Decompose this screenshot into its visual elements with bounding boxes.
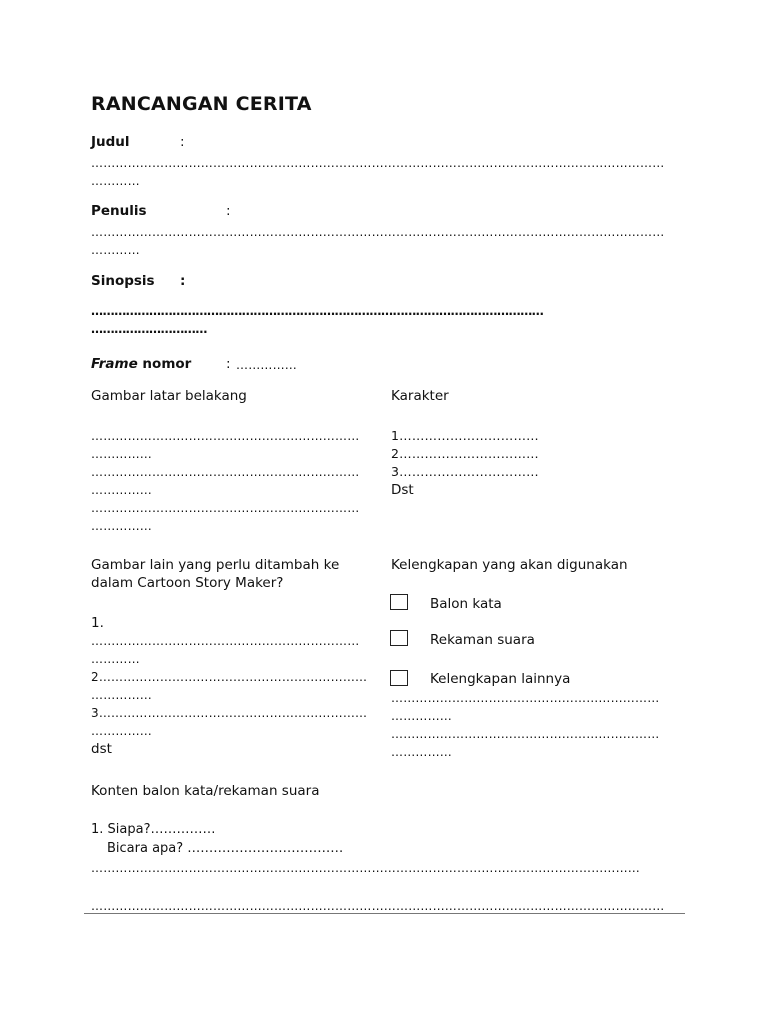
konten-fill-line-2[interactable]: …………………………………………………………………………………………………………………………… (91, 899, 665, 913)
rekaman-suara-checkbox[interactable] (390, 630, 408, 646)
gambar-latar-line[interactable]: ………………………………………………………… (91, 429, 360, 443)
gambar-lain-line[interactable]: 3………………………………………………………… (91, 706, 368, 720)
page-title: RANCANGAN CERITA (91, 93, 312, 115)
karakter-item[interactable]: 2…………………………… (391, 446, 539, 461)
konten-item-1[interactable]: 1. Siapa?…………… (91, 822, 216, 837)
gambar-latar-line[interactable]: ………………………………………………………… (91, 465, 360, 479)
sinopsis-label: Sinopsis (91, 273, 155, 289)
gambar-latar-line[interactable]: …………… (91, 483, 152, 497)
karakter-list (391, 427, 539, 499)
gambar-lain-line[interactable]: ………… (91, 652, 140, 666)
gambar-lain-label-line-2: dalam Cartoon Story Maker? (91, 575, 284, 591)
karakter-label: Karakter (391, 388, 449, 404)
gambar-latar-label: Gambar latar belakang (91, 388, 247, 404)
kelengkapan-line[interactable]: …………… (391, 745, 452, 759)
judul-fill-line-2[interactable]: ………… (91, 174, 140, 188)
gambar-lain-line: dst (91, 741, 112, 757)
penulis-label: Penulis (91, 203, 147, 219)
frame-label-rest: nomor (137, 356, 192, 372)
konten-item-2[interactable]: Bicara apa? ……………………………… (107, 841, 344, 856)
frame-colon: : (226, 356, 231, 372)
karakter-item[interactable]: 3…………………………… (391, 464, 539, 479)
judul-fill-line-1[interactable]: …………………………………………………………………………………………………………………………… (91, 156, 665, 170)
judul-label: Judul (91, 134, 130, 150)
rekaman-suara-label: Rekaman suara (430, 632, 535, 648)
kelengkapan-line[interactable]: ………………………………………………………… (391, 691, 660, 705)
penulis-colon: : (226, 203, 231, 219)
gambar-latar-lines (91, 427, 359, 535)
kelengkapan-label: Kelengkapan yang akan digunakan (391, 557, 628, 573)
gambar-latar-line[interactable]: ………………………………………………………… (91, 501, 360, 515)
konten-label: Konten balon kata/rekaman suara (91, 783, 320, 799)
frame-label (91, 355, 191, 373)
gambar-lain-line[interactable]: ………………………………………………………… (91, 634, 360, 648)
penulis-fill-line-1[interactable]: …………………………………………………………………………………………………………………………… (91, 225, 665, 239)
sinopsis-fill-line-1[interactable]: ……………………………………………………………………………………………………… (91, 304, 544, 318)
sinopsis-fill-line-2[interactable]: ………………………… (91, 322, 208, 336)
gambar-latar-line[interactable]: …………… (91, 519, 152, 533)
kelengkapan-lainnya-checkbox[interactable] (390, 670, 408, 686)
kelengkapan-lainnya-label: Kelengkapan lainnya (430, 671, 571, 687)
karakter-item[interactable]: 1…………………………… (391, 428, 539, 443)
gambar-lain-line[interactable]: …………… (91, 688, 152, 702)
gambar-latar-line[interactable]: …………… (91, 447, 152, 461)
bottom-rule (84, 913, 685, 914)
kelengkapan-lines (391, 689, 659, 761)
gambar-lain-line[interactable]: 2………………………………………………………… (91, 670, 368, 684)
sinopsis-colon: : (180, 273, 186, 289)
gambar-lain-label-line-1: Gambar lain yang perlu ditambah ke (91, 557, 340, 573)
balon-kata-label: Balon kata (430, 596, 502, 612)
judul-colon: : (180, 134, 185, 150)
konten-fill-line-1[interactable]: ……………………………………………………………………………………………………………………… (91, 861, 640, 875)
penulis-fill-line-2[interactable]: ………… (91, 243, 140, 257)
karakter-item: Dst (391, 482, 414, 498)
gambar-lain-lines (91, 614, 367, 758)
kelengkapan-line[interactable]: ………………………………………………………… (391, 727, 660, 741)
frame-label-italic: Frame (91, 356, 138, 372)
gambar-lain-line: 1. (91, 615, 104, 631)
kelengkapan-line[interactable]: …………… (391, 709, 452, 723)
frame-value-field[interactable]: …………… (236, 358, 297, 372)
balon-kata-checkbox[interactable] (390, 594, 408, 610)
gambar-lain-line[interactable]: …………… (91, 724, 152, 738)
